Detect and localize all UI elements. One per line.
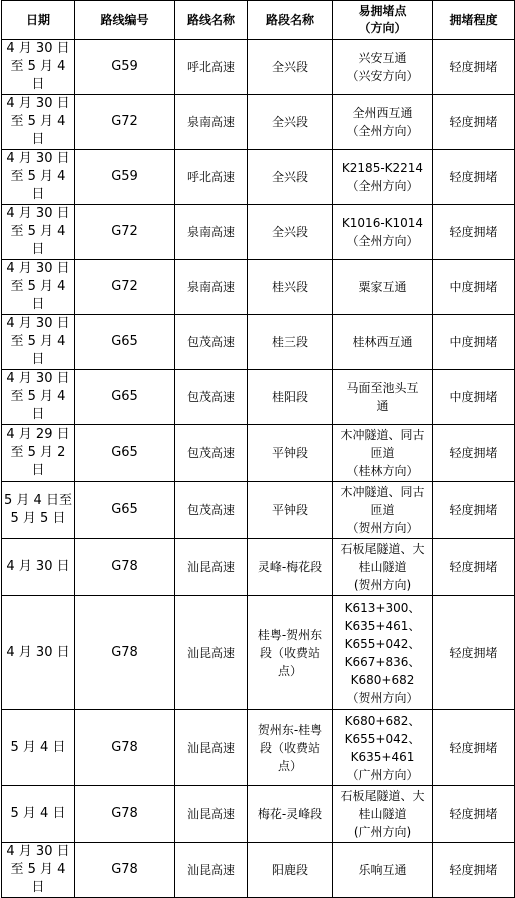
route-name-cell: 泉南高速 [175, 95, 248, 150]
date-cell: 4 月 30 日 至 5 月 4 日 [2, 205, 75, 260]
section-name-cell: 平钟段 [248, 482, 333, 539]
route-code-cell: G78 [75, 596, 175, 710]
date-cell: 5 月 4 日至 5 月 5 日 [2, 482, 75, 539]
section-name-cell: 梅花-灵峰段 [248, 786, 333, 843]
date-cell: 4 月 30 日 至 5 月 4 日 [2, 843, 75, 898]
congestion-level-cell: 轻度拥堵 [433, 539, 515, 596]
congestion-level-cell: 轻度拥堵 [433, 40, 515, 95]
route-code-cell: G65 [75, 482, 175, 539]
header-congestion-point: 易拥堵点 （方向） [333, 1, 433, 40]
route-code-cell: G65 [75, 315, 175, 370]
congestion-point-cell: 木冲隧道、同古 匝道 （贺州方向） [333, 482, 433, 539]
congestion-level-cell: 轻度拥堵 [433, 786, 515, 843]
route-name-cell: 呼北高速 [175, 150, 248, 205]
date-cell: 4 月 30 日 [2, 596, 75, 710]
table-row [2, 260, 515, 315]
table-row [2, 843, 515, 898]
date-cell: 4 月 30 日 至 5 月 4 日 [2, 260, 75, 315]
congestion-level-cell: 轻度拥堵 [433, 150, 515, 205]
congestion-point-cell: 木冲隧道、同古 匝道 （桂林方向） [333, 425, 433, 482]
date-cell: 4 月 30 日 至 5 月 4 日 [2, 95, 75, 150]
table-row [2, 482, 515, 539]
route-name-cell: 汕昆高速 [175, 786, 248, 843]
congestion-point-cell: 全州西互通 （全州方向） [333, 95, 433, 150]
route-code-cell: G72 [75, 95, 175, 150]
route-name-cell: 包茂高速 [175, 315, 248, 370]
date-cell: 4 月 30 日 至 5 月 4 日 [2, 40, 75, 95]
congestion-level-cell: 中度拥堵 [433, 315, 515, 370]
route-name-cell: 汕昆高速 [175, 539, 248, 596]
section-name-cell: 桂兴段 [248, 260, 333, 315]
congestion-point-cell: 马面至池头互 通 [333, 370, 433, 425]
congestion-point-cell: 乐响互通 [333, 843, 433, 898]
congestion-point-cell: 粟家互通 [333, 260, 433, 315]
section-name-cell: 灵峰-梅花段 [248, 539, 333, 596]
route-name-cell: 呼北高速 [175, 40, 248, 95]
section-name-cell: 全兴段 [248, 40, 333, 95]
route-name-cell: 泉南高速 [175, 260, 248, 315]
congestion-point-cell: 石板尾隧道、大 桂山隧道 (广州方向) [333, 786, 433, 843]
table-row [2, 786, 515, 843]
congestion-level-cell: 轻度拥堵 [433, 843, 515, 898]
congestion-point-cell: 兴安互通 （兴安方向） [333, 40, 433, 95]
table-row [2, 95, 515, 150]
congestion-point-cell: K1016-K1014 （全州方向） [333, 205, 433, 260]
section-name-cell: 桂粤-贺州东 段（收费站 点） [248, 596, 333, 710]
table-row [2, 150, 515, 205]
date-cell: 5 月 4 日 [2, 786, 75, 843]
congestion-table [1, 0, 515, 898]
congestion-level-cell: 轻度拥堵 [433, 596, 515, 710]
congestion-point-cell: 桂林西互通 [333, 315, 433, 370]
route-code-cell: G59 [75, 40, 175, 95]
table-row [2, 710, 515, 786]
section-name-cell: 贺州东-桂粤 段（收费站 点） [248, 710, 333, 786]
header-date: 日期 [2, 1, 75, 40]
date-cell: 4 月 30 日 至 5 月 4 日 [2, 315, 75, 370]
header-route-name: 路线名称 [175, 1, 248, 40]
route-name-cell: 汕昆高速 [175, 710, 248, 786]
congestion-level-cell: 轻度拥堵 [433, 205, 515, 260]
section-name-cell: 阳鹿段 [248, 843, 333, 898]
congestion-point-cell: K613+300、 K635+461、 K655+042、 K667+836、 K680+682 （贺州方向） [333, 596, 433, 710]
table-row [2, 596, 515, 710]
route-name-cell: 汕昆高速 [175, 843, 248, 898]
date-cell: 4 月 30 日 至 5 月 4 日 [2, 150, 75, 205]
header-congestion-level: 拥堵程度 [433, 1, 515, 40]
congestion-point-cell: K2185-K2214 （全州方向） [333, 150, 433, 205]
route-code-cell: G72 [75, 260, 175, 315]
route-code-cell: G65 [75, 370, 175, 425]
congestion-level-cell: 轻度拥堵 [433, 425, 515, 482]
congestion-level-cell: 中度拥堵 [433, 260, 515, 315]
route-name-cell: 汕昆高速 [175, 596, 248, 710]
table-row [2, 40, 515, 95]
table-row [2, 315, 515, 370]
route-code-cell: G59 [75, 150, 175, 205]
route-name-cell: 包茂高速 [175, 370, 248, 425]
date-cell: 4 月 29 日 至 5 月 2 日 [2, 425, 75, 482]
section-name-cell: 全兴段 [248, 205, 333, 260]
route-name-cell: 包茂高速 [175, 482, 248, 539]
table-row [2, 205, 515, 260]
header-route-code: 路线编号 [75, 1, 175, 40]
route-code-cell: G78 [75, 843, 175, 898]
section-name-cell: 全兴段 [248, 95, 333, 150]
congestion-level-cell: 中度拥堵 [433, 370, 515, 425]
route-code-cell: G78 [75, 710, 175, 786]
congestion-point-cell: K680+682、 K655+042、 K635+461 （广州方向） [333, 710, 433, 786]
route-code-cell: G65 [75, 425, 175, 482]
section-name-cell: 平钟段 [248, 425, 333, 482]
route-code-cell: G78 [75, 786, 175, 843]
date-cell: 4 月 30 日 至 5 月 4 日 [2, 370, 75, 425]
section-name-cell: 桂三段 [248, 315, 333, 370]
route-name-cell: 泉南高速 [175, 205, 248, 260]
header-section-name: 路段名称 [248, 1, 333, 40]
section-name-cell: 桂阳段 [248, 370, 333, 425]
date-cell: 4 月 30 日 [2, 539, 75, 596]
table-row [2, 425, 515, 482]
section-name-cell: 全兴段 [248, 150, 333, 205]
route-name-cell: 包茂高速 [175, 425, 248, 482]
table-row [2, 539, 515, 596]
table-row [2, 370, 515, 425]
header-row [2, 1, 515, 40]
route-code-cell: G72 [75, 205, 175, 260]
route-code-cell: G78 [75, 539, 175, 596]
congestion-level-cell: 轻度拥堵 [433, 710, 515, 786]
congestion-level-cell: 轻度拥堵 [433, 95, 515, 150]
date-cell: 5 月 4 日 [2, 710, 75, 786]
congestion-level-cell: 轻度拥堵 [433, 482, 515, 539]
congestion-point-cell: 石板尾隧道、大 桂山隧道 (贺州方向) [333, 539, 433, 596]
